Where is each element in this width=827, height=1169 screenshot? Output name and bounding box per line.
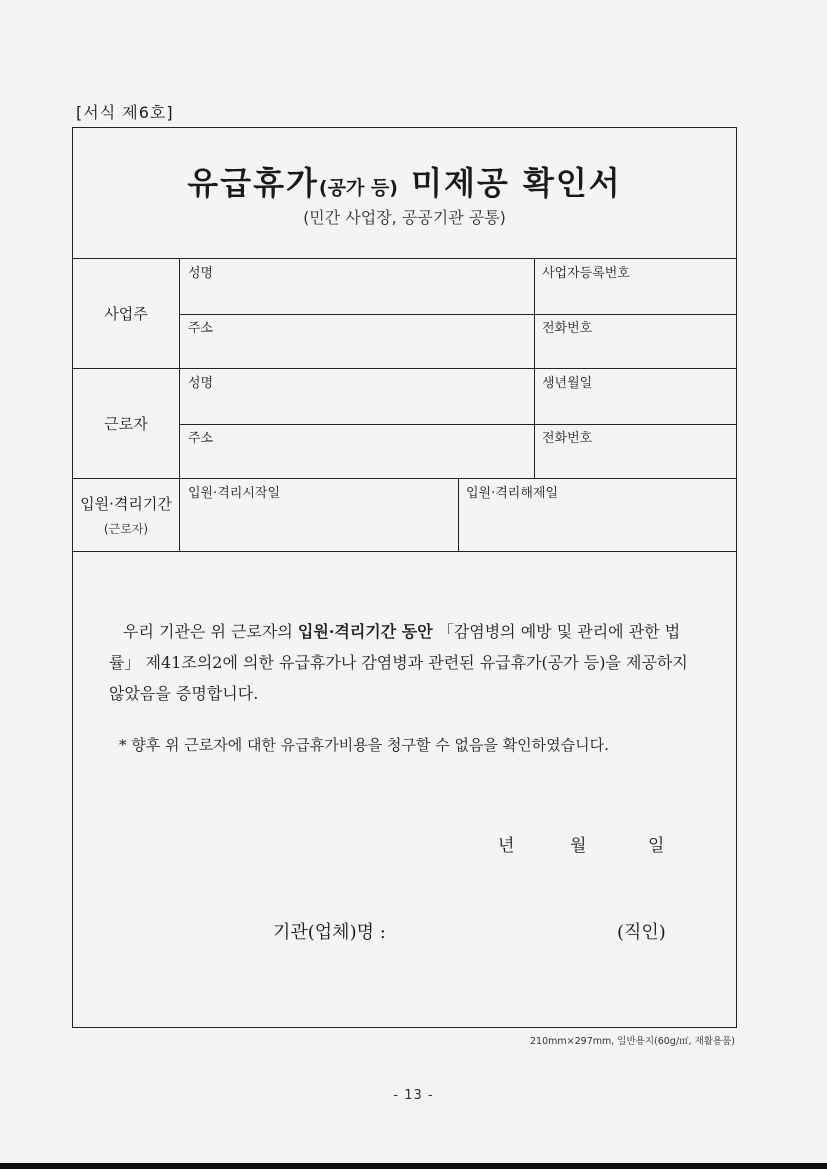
worker-name-field[interactable] xyxy=(180,369,534,424)
employer-label xyxy=(73,259,180,368)
statement-bold: 입원·격리기간 동안 xyxy=(297,622,433,641)
title-small-part: (공가 등) xyxy=(318,177,398,199)
employer-biz-reg-label: 사업자등록번호 xyxy=(542,266,630,281)
employer-phone-field[interactable] xyxy=(534,314,736,369)
worker-label xyxy=(73,369,180,478)
employer-address-label: 주소 xyxy=(188,321,214,336)
form-title xyxy=(73,158,736,204)
period-label xyxy=(73,479,180,551)
worker-birth-label: 생년월일 xyxy=(542,376,593,391)
worker-address-field[interactable] xyxy=(180,424,534,479)
statement-part2: 「감염병의 예방 및 관리에 관한 법률」 제41조의2에 의한 유급휴가나 감염병과 관련된 유급휴가(공가 등)을 제공하지 않았음을 증명합니다. xyxy=(109,622,688,703)
worker-section xyxy=(73,369,736,479)
worker-name-label: 성명 xyxy=(188,376,214,391)
title-main-part1: 유급휴가 xyxy=(187,164,319,202)
employer-name-label: 성명 xyxy=(188,266,214,281)
paper-spec: 210mm×297mm, 일반용지(60g/㎡, 재활용품) xyxy=(530,1036,735,1047)
confirmation-form xyxy=(72,127,737,1028)
page-number: - 13 - xyxy=(393,1088,434,1103)
period-start-label: 입원·격리시작일 xyxy=(188,486,281,501)
org-name-label: 기관(업체)명 : xyxy=(273,922,386,943)
form-subtitle: (민간 사업장, 공공기관 공통) xyxy=(303,208,506,227)
worker-birth-field[interactable] xyxy=(534,369,736,424)
period-sub-label: (근로자) xyxy=(103,522,149,536)
employer-phone-label: 전화번호 xyxy=(542,321,593,336)
seal-label: (직인) xyxy=(617,922,666,943)
title-area xyxy=(73,128,736,259)
statement-text xyxy=(109,616,706,709)
title-main-part2: 미제공 확인서 xyxy=(397,164,622,202)
period-end-field[interactable] xyxy=(458,479,736,552)
worker-label-text: 근로자 xyxy=(104,415,148,433)
statement-note: * 향후 위 근로자에 대한 유급휴가비용을 청구할 수 없음을 확인하였습니다. xyxy=(119,736,609,754)
date-month-label: 월 xyxy=(570,836,587,856)
scan-bottom-edge xyxy=(0,1163,827,1169)
worker-phone-field[interactable] xyxy=(534,424,736,479)
period-label-text: 입원·격리기간 xyxy=(80,495,172,513)
date-day-label: 일 xyxy=(648,836,665,856)
worker-address-label: 주소 xyxy=(188,431,214,446)
worker-phone-label: 전화번호 xyxy=(542,431,593,446)
statement-part1: 우리 기관은 위 근로자의 xyxy=(123,622,298,641)
employer-section xyxy=(73,259,736,369)
employer-biz-reg-field[interactable] xyxy=(534,259,736,314)
form-number: [서식 제6호] xyxy=(76,103,174,122)
employer-address-field[interactable] xyxy=(180,314,534,369)
period-end-label: 입원·격리해제일 xyxy=(466,486,559,501)
employer-label-text: 사업주 xyxy=(104,305,148,323)
date-year-label: 년 xyxy=(498,836,515,856)
period-start-field[interactable] xyxy=(180,479,458,552)
period-section xyxy=(73,479,736,552)
employer-name-field[interactable] xyxy=(180,259,534,314)
